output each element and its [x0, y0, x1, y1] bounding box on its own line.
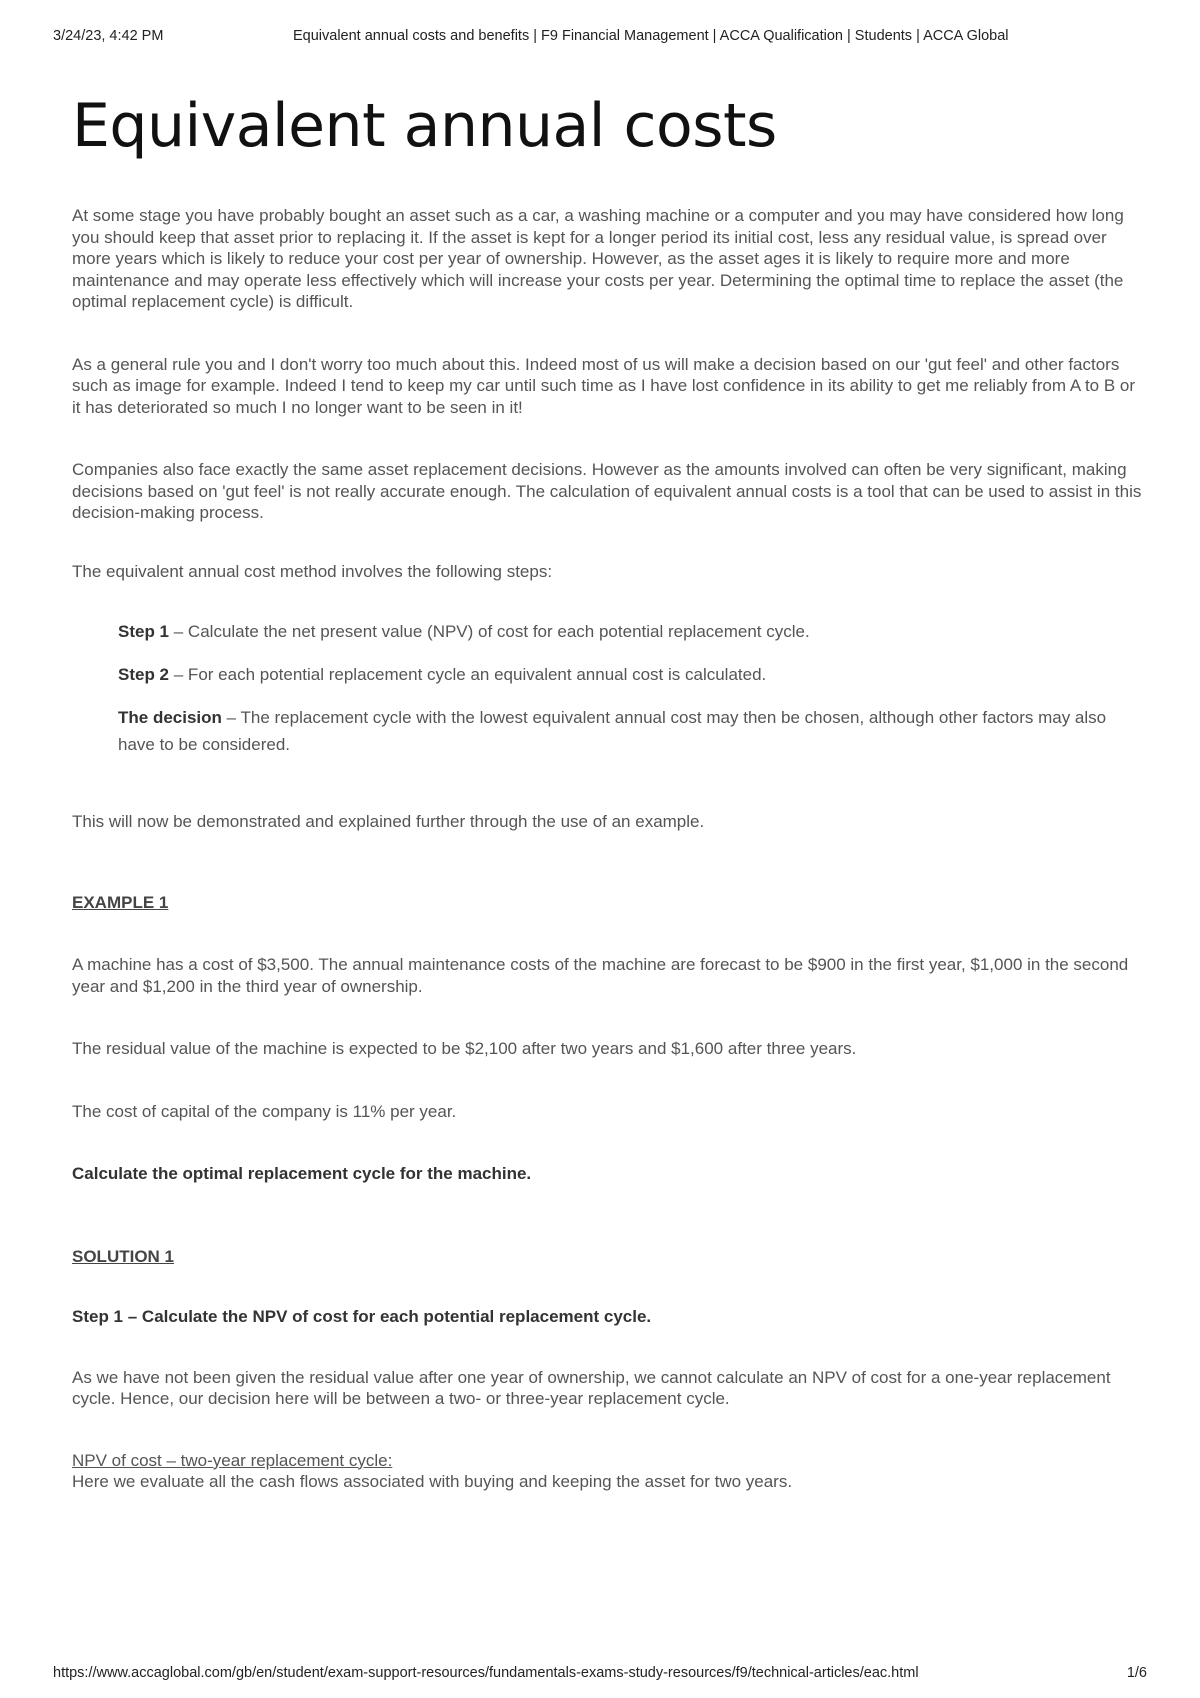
step-label: The decision: [118, 708, 222, 727]
print-page-title: Equivalent annual costs and benefits | F9 Financial Management | ACCA Qualification | Students | ACCA Global: [293, 28, 1009, 44]
example-paragraph: The residual value of the machine is expected to be $2,100 after two years and $1,600 after three years.: [72, 1039, 857, 1058]
intro-paragraph: Companies also face exactly the same asset replacement decisions. However as the amounts involved can often be very significant, making decisions based on 'gut feel' is not really accurate enough. The calculation of equivalent annual costs is a tool that can be used to assist in this decision-making process.: [72, 460, 1142, 522]
steps-list: [72, 618, 1142, 758]
step-item: [118, 661, 1142, 688]
article: [72, 88, 1142, 1493]
step-text: – Calculate the net present value (NPV) of cost for each potential replacement cycle.: [169, 622, 810, 641]
step-text: – For each potential replacement cycle an equivalent annual cost is calculated.: [169, 665, 767, 684]
example-paragraph: A machine has a cost of $3,500. The annual maintenance costs of the machine are forecast to be $900 in the first year, $1,000 in the second year and $1,200 in the third year of ownership.: [72, 955, 1129, 996]
example-task: Calculate the optimal replacement cycle for the machine.: [72, 1164, 532, 1183]
step-text: – The replacement cycle with the lowest equivalent annual cost may then be chosen, although other factors may also have to be considered.: [118, 708, 1107, 754]
page-url: https://www.accaglobal.com/gb/en/student/exam-support-resources/fundamentals-exams-study-resources/f9/technical-articles/eac.html: [53, 1665, 919, 1681]
example-1-heading: EXAMPLE 1: [72, 892, 169, 912]
steps-intro: The equivalent annual cost method involves the following steps:: [72, 561, 553, 581]
page-number: 1/6: [1126, 1665, 1147, 1681]
article-title: Equivalent annual costs: [72, 91, 777, 161]
print-date: 3/24/23, 4:42 PM: [53, 28, 164, 44]
demo-paragraph: This will now be demonstrated and explained further through the use of an example.: [72, 812, 705, 831]
step-label: Step 1: [118, 622, 170, 641]
intro-paragraph: As a general rule you and I don't worry too much about this. Indeed most of us will make a decision based on our 'gut feel' and other factors such as image for example. Indeed I tend to keep my car until such time as I have lost confidence in its ability to get me reliably from A to B or it has deteriorated so much I no longer want to be seen in it!: [72, 354, 1136, 417]
solution-paragraph: As we have not been given the residual value after one year of ownership, we cannot calculate an NPV of cost for a one-year replacement cycle. Hence, our decision here will be between a two- or three-year replacement cycle.: [72, 1367, 1111, 1408]
solution-step-heading: Step 1 – Calculate the NPV of cost for each potential replacement cycle.: [72, 1307, 652, 1326]
solution-1-heading: SOLUTION 1: [72, 1246, 175, 1266]
print-header: [53, 28, 1147, 48]
npv-subheading: NPV of cost – two-year replacement cycle:: [72, 1450, 393, 1470]
npv-text: Here we evaluate all the cash flows associated with buying and keeping the asset for two years.: [72, 1472, 793, 1491]
step-item: [118, 704, 1142, 758]
step-item: [118, 618, 1142, 645]
intro-paragraph: At some stage you have probably bought an asset such as a car, a washing machine or a computer and you may have considered how long you should keep that asset prior to replacing it. If the asset is kept for a longer period its initial cost, less any residual value, is spread over more years which is likely to reduce your cost per year of ownership. However, as the asset ages it is likely to require more and more maintenance and may operate less effectively which will increase your costs per year. Determining the optimal time to replace the asset (the optimal replacement cycle) is difficult.: [72, 206, 1124, 311]
example-paragraph: The cost of capital of the company is 11% per year.: [72, 1101, 457, 1121]
step-label: Step 2: [118, 665, 170, 684]
